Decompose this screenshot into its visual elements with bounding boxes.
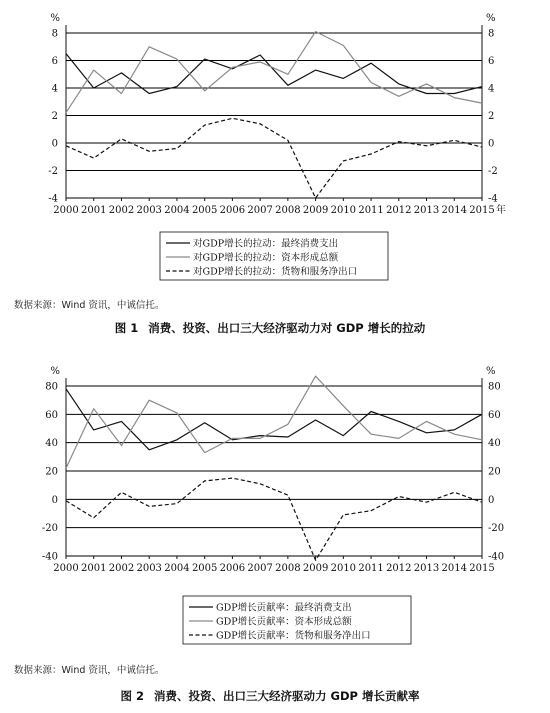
series-line-2 — [66, 376, 482, 468]
x-tick-label: 2000 — [53, 563, 79, 574]
x-tick-label: 2003 — [136, 563, 162, 574]
legend-label-3: 对GDP增长的拉动：货物和服务净出口 — [193, 266, 358, 278]
x-tick-label: 2015 — [469, 205, 495, 216]
y-tick-label-left: -4 — [48, 193, 58, 205]
series-line-3 — [66, 478, 482, 560]
x-tick-label: 2007 — [247, 205, 273, 216]
source-note-2: 数据来源：Wind 资讯，中诚信托。 — [14, 665, 165, 676]
y-tick-label-left: 60 — [45, 409, 58, 421]
x-tick-label: 2003 — [136, 205, 162, 216]
x-tick-label: 2013 — [413, 205, 440, 216]
chart-2 — [42, 366, 504, 644]
y-tick-label-right: 60 — [488, 409, 501, 421]
y-unit-left: % — [50, 366, 60, 377]
y-tick-label-left: 80 — [45, 381, 58, 393]
legend-label-2: GDP增长贡献率：资本形成总额 — [216, 616, 352, 628]
y-tick-label-left: -20 — [41, 523, 58, 535]
y-tick-label-right: -20 — [488, 523, 505, 535]
x-tick-label: 2014 — [441, 205, 467, 216]
y-tick-label-left: 8 — [51, 28, 58, 40]
x-tick-label: 2014 — [441, 563, 467, 574]
y-tick-label-right: 0 — [488, 138, 495, 150]
y-tick-label-right: 80 — [488, 381, 501, 393]
x-tick-label: 2009 — [302, 563, 329, 574]
series-line-3 — [66, 118, 482, 198]
x-tick-label: 2011 — [358, 563, 384, 574]
x-tick-label: 2010 — [330, 563, 357, 574]
y-tick-label-left: 20 — [45, 466, 58, 478]
figure-1-number: 图 1 — [114, 321, 139, 335]
figure-1-caption: 消费、投资、出口三大经济驱动力对 GDP 增长的拉动 — [148, 321, 426, 335]
x-tick-label: 2004 — [164, 205, 190, 216]
y-tick-label-right: 0 — [488, 494, 495, 506]
x-tick-label: 2008 — [275, 205, 301, 216]
x-tick-label: 2010 — [330, 205, 357, 216]
y-tick-label-right: 8 — [488, 28, 495, 40]
y-tick-label-right: -40 — [488, 551, 505, 563]
x-tick-label: 2006 — [219, 563, 246, 574]
y-tick-label-left: 0 — [51, 494, 58, 506]
x-tick-label: 2009 — [302, 205, 329, 216]
y-tick-label-left: -40 — [41, 551, 58, 563]
x-tick-label: 2006 — [219, 205, 246, 216]
y-tick-label-left: -2 — [48, 166, 58, 177]
series-line-1 — [66, 389, 482, 450]
x-tick-label: 2001 — [81, 563, 107, 574]
x-tick-label: 2013 — [413, 563, 440, 574]
y-tick-label-right: -2 — [488, 166, 498, 177]
x-tick-label: 2004 — [164, 563, 190, 574]
y-tick-label-right: 4 — [488, 83, 495, 95]
figure-2-title — [0, 688, 550, 704]
y-tick-label-left: 40 — [45, 438, 58, 450]
x-tick-label: 2005 — [191, 205, 218, 216]
y-tick-label-left: 0 — [51, 138, 58, 150]
legend-label-2: 对GDP增长的拉动：资本形成总额 — [193, 252, 339, 264]
y-tick-label-left: 6 — [51, 56, 58, 67]
series-line-2 — [66, 32, 482, 113]
x-tick-label: 2012 — [386, 205, 412, 216]
chart-1 — [48, 13, 506, 280]
y-unit-right: % — [486, 13, 496, 24]
x-tick-label: 2002 — [108, 205, 135, 216]
y-tick-label-right: -4 — [488, 193, 498, 205]
figure-1-title — [0, 320, 550, 336]
y-tick-label-left: 4 — [51, 83, 58, 95]
y-tick-label-right: 2 — [488, 111, 495, 122]
y-tick-label-right: 40 — [488, 438, 501, 450]
legend-label-1: GDP增长贡献率：最终消费支出 — [216, 602, 352, 614]
x-tick-label: 2015 — [469, 563, 495, 574]
y-tick-label-left: 2 — [51, 111, 58, 122]
figure-2-caption: 消费、投资、出口三大经济驱动力 GDP 增长贡献率 — [154, 689, 420, 703]
x-tick-label: 2002 — [108, 563, 135, 574]
figure-2-number: 图 2 — [120, 689, 145, 703]
x-tick-label: 2012 — [386, 563, 412, 574]
y-unit-right: % — [486, 366, 496, 377]
x-tick-label: 2007 — [247, 563, 273, 574]
x-tick-label: 2011 — [358, 205, 384, 216]
y-tick-label-right: 6 — [488, 56, 495, 67]
legend-label-1: 对GDP增长的拉动：最终消费支出 — [193, 238, 339, 250]
x-tick-label: 2005 — [191, 563, 218, 574]
legend-label-3: GDP增长贡献率：货物和服务净出口 — [216, 630, 371, 642]
x-unit-label: 年 — [496, 205, 506, 216]
y-tick-label-right: 20 — [488, 466, 501, 478]
source-note-1: 数据来源：Wind 资讯，中诚信托。 — [14, 300, 165, 311]
y-unit-left: % — [50, 13, 60, 24]
x-tick-label: 2008 — [275, 563, 301, 574]
x-tick-label: 2000 — [53, 205, 79, 216]
x-tick-label: 2001 — [81, 205, 107, 216]
